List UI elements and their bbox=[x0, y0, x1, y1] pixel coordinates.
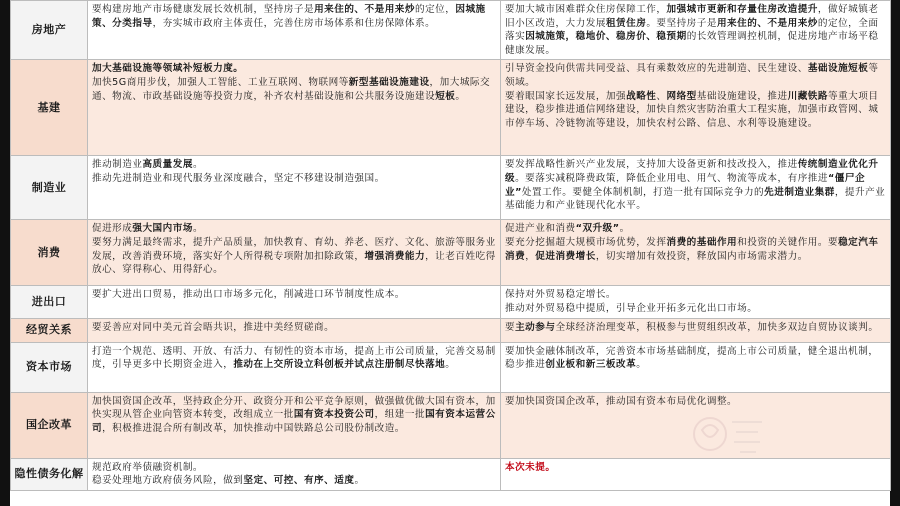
emphasis-text: 推动在上交所设立科创板并试点注册制尽快落地 bbox=[233, 359, 446, 371]
text-run: 要构建房地产市场健康发展长效机制，坚持房子是 bbox=[92, 4, 315, 15]
text-run: 规范政府举债融资机制。 bbox=[92, 461, 204, 473]
emphasis-text: 用来住的、不是用来炒 bbox=[716, 17, 818, 29]
paragraph bbox=[92, 345, 496, 372]
paragraph bbox=[92, 395, 496, 436]
text-run: ，提升产业基础能力和产业链现代化水平。 bbox=[505, 186, 886, 212]
previous-meeting-cell bbox=[88, 156, 501, 220]
text-run: 的定位， bbox=[415, 4, 456, 15]
text-run: ，积极推进混合所有制改革，加快推动中国铁路总公司股份制改造。 bbox=[102, 422, 405, 434]
text-run: 、 bbox=[656, 90, 667, 102]
category-cell: 隐性债务化解 bbox=[11, 458, 88, 490]
previous-meeting-cell bbox=[88, 392, 501, 458]
right-border bbox=[890, 0, 900, 506]
text-run: 等重大项目建设，稳步推进通信网络建设，加快自然灾害防治重大工程实施，加强市政管网、城市停车场、冷链物流等建设，加快农村公路、信息、水利等设施建设。 bbox=[505, 90, 879, 129]
text-run: 本次未提。 bbox=[505, 461, 556, 473]
text-run: 等领域。 bbox=[505, 63, 879, 88]
emphasis-text: 稳定汽车消费 bbox=[505, 236, 879, 262]
category-cell: 房地产 bbox=[11, 1, 88, 60]
text-run: 促进形成 bbox=[92, 223, 133, 235]
previous-meeting-cell bbox=[88, 60, 501, 156]
table-row bbox=[11, 220, 891, 286]
current-meeting-cell bbox=[501, 342, 891, 392]
text-run: 。 bbox=[636, 359, 647, 371]
text-run: 。要落实减税降费政策，降低企业用电、用气、物流等成本，有序推进 bbox=[515, 172, 828, 184]
text-run: 的长效管理调控机制，促进房地产市场平稳健康发展。 bbox=[505, 31, 879, 56]
emphasis-text: 短板 bbox=[435, 90, 456, 102]
emphasis-text: 高质量发展 bbox=[142, 159, 193, 171]
emphasis-text: 促进消费增长 bbox=[535, 250, 596, 262]
paragraph bbox=[505, 90, 886, 131]
paragraph bbox=[505, 288, 886, 302]
text-run: 。 bbox=[192, 223, 204, 235]
text-run: 引导资金投向供需共同受益、具有乘数效应的先进制造、民生建设、 bbox=[505, 63, 808, 75]
text-run: ，让老百姓吃得放心、穿得称心、用得舒心。 bbox=[92, 250, 496, 276]
emphasis-text: 强大国内市场 bbox=[132, 223, 193, 235]
paragraph bbox=[92, 158, 496, 172]
text-run: 要加快国资国企改革，推动国有资本布局优化调整。 bbox=[505, 395, 738, 407]
current-meeting-cell bbox=[501, 1, 891, 60]
text-run: 的定位，全面落实 bbox=[505, 17, 879, 43]
text-run: 推动对外贸易稳中提质，引导企业开拓多元化出口市场。 bbox=[505, 302, 758, 314]
text-run: 基础设施建设，推进 bbox=[696, 90, 788, 102]
emphasis-text: 国有资本运营公司 bbox=[92, 409, 496, 434]
paragraph bbox=[505, 395, 886, 409]
emphasis-text: 基础设施短板 bbox=[807, 63, 869, 75]
table-row bbox=[11, 342, 891, 392]
current-meeting-cell bbox=[501, 220, 891, 286]
text-run: 要 bbox=[505, 321, 516, 333]
paragraph bbox=[505, 222, 886, 236]
emphasis-text: 坚定、可控、有序、适度 bbox=[243, 475, 355, 487]
paragraph bbox=[92, 76, 496, 103]
previous-meeting-cell bbox=[88, 286, 501, 318]
emphasis-text: 因城施策，稳地价、稳房价、稳预期 bbox=[525, 31, 687, 43]
previous-meeting-cell bbox=[88, 220, 501, 286]
emphasis-text: 川藏铁路 bbox=[787, 90, 828, 102]
paragraph bbox=[505, 236, 886, 263]
previous-meeting-cell bbox=[88, 1, 501, 60]
left-border bbox=[0, 0, 10, 506]
text-run: ， bbox=[525, 250, 536, 262]
emphasis-text: 新型基础设施建设 bbox=[348, 76, 430, 88]
text-run: 和投资的关键作用。要 bbox=[737, 236, 839, 248]
text-run: ，做好城镇老旧小区改造，大力发展 bbox=[505, 4, 879, 29]
text-run: 稳妥处理地方政府债务风险，做到 bbox=[92, 475, 244, 487]
emphasis-text: “僵尸企业” bbox=[505, 172, 866, 198]
previous-meeting-cell bbox=[88, 342, 501, 392]
text-run: 加快国资国企改革，坚持政企分开、政资分开和公平竞争原则，做强做优做大国有资本，加快实现从管企业向管资本转变，改组成立一批 bbox=[92, 395, 496, 421]
text-run: 要发挥战略性新兴产业发展，支持加大设备更新和技改投入，推进 bbox=[505, 159, 798, 171]
category-cell: 基建 bbox=[11, 60, 88, 156]
table-row bbox=[11, 60, 891, 156]
text-run: 保持对外贸易稳定增长。 bbox=[505, 289, 617, 301]
paragraph bbox=[92, 288, 496, 302]
paragraph bbox=[92, 222, 496, 236]
text-run: 加快5G商用步伐，加强人工智能、工业互联网、物联网等 bbox=[92, 76, 349, 88]
text-run: 推动制造业 bbox=[92, 159, 143, 171]
paragraph bbox=[92, 172, 496, 186]
paragraph bbox=[505, 3, 886, 57]
text-run: 。 bbox=[354, 475, 365, 487]
previous-meeting-cell bbox=[88, 318, 501, 342]
category-cell: 经贸关系 bbox=[11, 318, 88, 342]
emphasis-text: 先进制造业集群 bbox=[764, 186, 835, 198]
previous-meeting-cell bbox=[88, 458, 501, 490]
text-run: 要充分挖掘超大规模市场优势，发挥 bbox=[505, 236, 667, 248]
emphasis-text: 创业板和新三板改革 bbox=[545, 359, 637, 371]
paragraph bbox=[505, 158, 886, 212]
current-meeting-cell bbox=[501, 318, 891, 342]
table-row bbox=[11, 1, 891, 60]
text-run: ，夯实城市政府主体责任，完善住房市场体系和住房保障体系。 bbox=[152, 17, 436, 29]
text-run: 。 bbox=[445, 359, 456, 371]
text-run: 要努力满足最终需求，提升产品质量，加快教育、育幼、养老、医疗、文化、旅游等服务业发展，改善消费环境，落实好个人所得税专项附加扣除政策， bbox=[92, 236, 496, 262]
text-run: ，切实增加有效投资，释放国内市场需求潜力。 bbox=[595, 250, 808, 262]
paragraph bbox=[505, 62, 886, 89]
paragraph bbox=[505, 321, 886, 335]
text-run: 全球经济治理变革，积极参与世贸组织改革，加快多双边自贸协议谈判。 bbox=[555, 321, 879, 333]
text-run: ，加大城际交通、物流、市政基础设施等投资力度，补齐农村基础设施和公共服务设施建设 bbox=[92, 76, 491, 102]
paragraph bbox=[92, 236, 496, 277]
category-cell: 资本市场 bbox=[11, 342, 88, 392]
category-cell: 制造业 bbox=[11, 156, 88, 220]
paragraph bbox=[505, 345, 886, 372]
paragraph bbox=[92, 3, 496, 30]
emphasis-text: 加强城市更新和存量住房改造提升 bbox=[666, 4, 818, 15]
text-run: 处置工作。要健全体制机制，打造一批有国际竞争力的 bbox=[521, 186, 765, 198]
emphasis-text: 传统制造业优化升级 bbox=[505, 159, 879, 184]
text-run: 。要坚持房子是 bbox=[646, 17, 717, 29]
text-run: 。 bbox=[619, 223, 630, 235]
emphasis-text: 用来住的、不是用来炒 bbox=[314, 4, 415, 15]
text-run: 。 bbox=[192, 159, 204, 171]
text-run: 促进产业和消费 bbox=[505, 223, 576, 235]
current-meeting-cell bbox=[501, 156, 891, 220]
text-run: 要加大城市困难群众住房保障工作， bbox=[505, 4, 667, 15]
text-run: 。 bbox=[455, 90, 466, 102]
emphasis-text: 因城施策、分类指导 bbox=[92, 4, 486, 29]
category-cell: 消费 bbox=[11, 220, 88, 286]
text-run: 要着眼国家长远发展，加强 bbox=[505, 90, 627, 102]
paragraph bbox=[92, 474, 496, 488]
emphasis-text: 国有资本投资公司 bbox=[293, 409, 375, 421]
text-run: 打造一个规范、透明、开放、有活力、有韧性的资本市场，提高上市公司质量，完善交易制度，引导更多中长期资金进入， bbox=[92, 345, 496, 371]
watermark-logo-icon bbox=[690, 408, 770, 468]
table-row bbox=[11, 318, 891, 342]
text-run: 要加快金融体制改革，完善资本市场基础制度，提高上市公司质量，健全退出机制，稳步推进 bbox=[505, 345, 879, 371]
category-cell: 进出口 bbox=[11, 286, 88, 318]
text-run: 要扩大进出口贸易，推动出口市场多元化，削减进口环节制度性成本。 bbox=[92, 289, 405, 301]
category-cell: 国企改革 bbox=[11, 392, 88, 458]
text-run: ，组建一批 bbox=[374, 409, 426, 421]
text-run: 要妥善应对同中美元首会晤共识，推进中美经贸磋商。 bbox=[92, 321, 335, 333]
paragraph bbox=[505, 302, 886, 316]
emphasis-text: 加大基础设施等领域补短板力度。 bbox=[92, 63, 244, 75]
text-run: 推动先进制造业和现代服务业深度融合，坚定不移建设制造强国。 bbox=[92, 172, 385, 184]
current-meeting-cell bbox=[501, 60, 891, 156]
table-row bbox=[11, 156, 891, 220]
paragraph bbox=[92, 321, 496, 335]
table-row bbox=[11, 286, 891, 318]
emphasis-text: 消费的基础作用 bbox=[666, 236, 738, 248]
current-meeting-cell bbox=[501, 286, 891, 318]
emphasis-text: 战略性 bbox=[626, 90, 657, 102]
paragraph bbox=[92, 62, 496, 76]
emphasis-text: “双升级” bbox=[575, 223, 620, 235]
emphasis-text: 增强消费能力 bbox=[364, 250, 426, 262]
emphasis-text: 主动参与 bbox=[515, 321, 556, 333]
emphasis-text: 网络型 bbox=[666, 90, 697, 102]
paragraph bbox=[92, 461, 496, 475]
emphasis-text: 租赁住房 bbox=[605, 17, 647, 29]
